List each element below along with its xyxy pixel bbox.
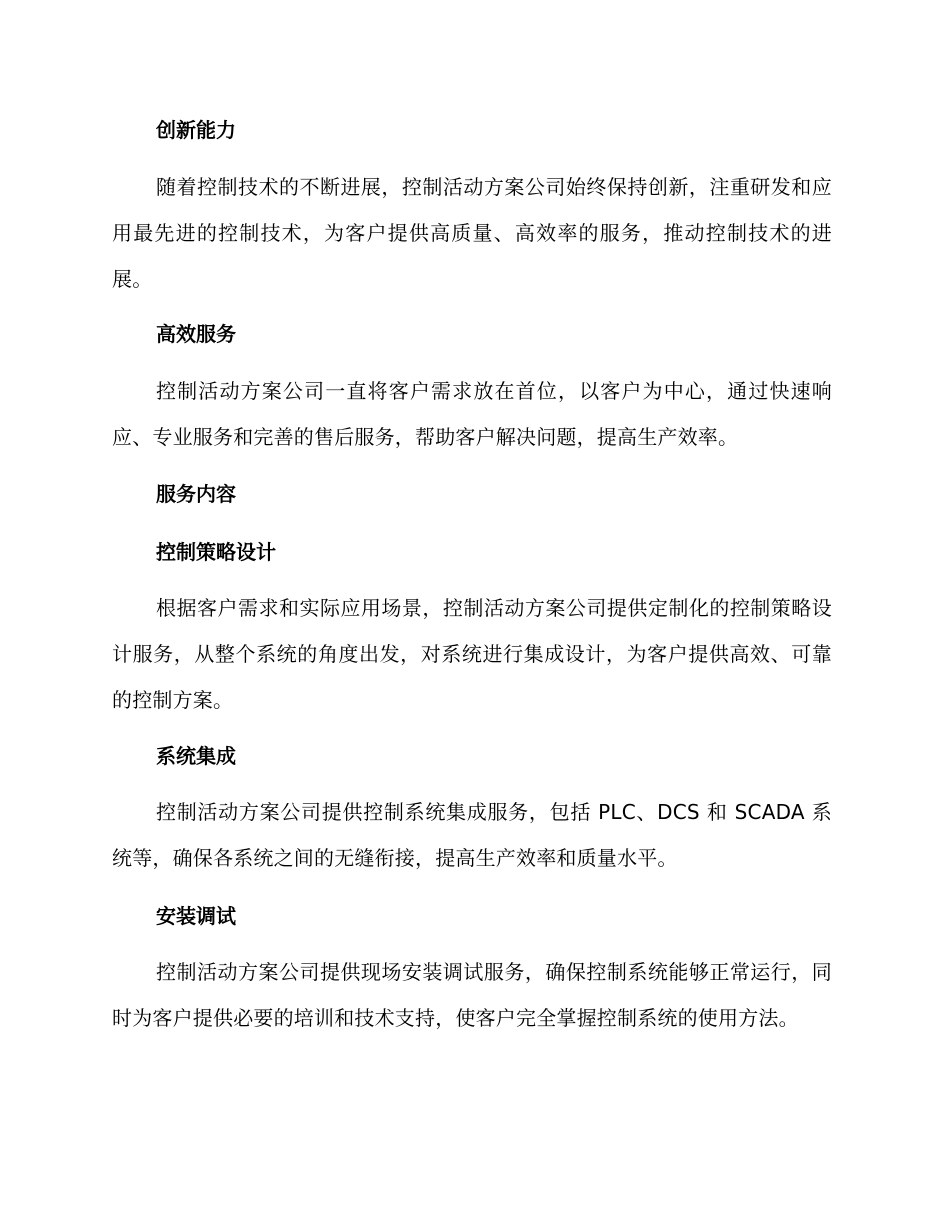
section-paragraph-installation: 控制活动方案公司提供现场安装调试服务，确保控制系统能够正常运行，同时为客户提供必要的培训和技术支持，使客户完全掌握控制系统的使用方法。: [112, 960, 832, 1030]
section-paragraph-control-strategy: 根据客户需求和实际应用场景，控制活动方案公司提供定制化的控制策略设计服务，从整个系统的角度出发，对系统进行集成设计，为客户提供高效、可靠的控制方案。: [112, 596, 832, 712]
section-heading-innovation: 创新能力: [156, 118, 236, 142]
section-heading-system-integration: 系统集成: [156, 744, 236, 768]
section-heading-installation: 安装调试: [156, 904, 236, 928]
section-paragraph-innovation: 随着控制技术的不断进展，控制活动方案公司始终保持创新，注重研发和应用最先进的控制技术，为客户提供高质量、高效率的服务，推动控制技术的进展。: [112, 175, 832, 291]
section-heading-control-strategy: 控制策略设计: [156, 540, 276, 564]
section-paragraph-efficient-service: 控制活动方案公司一直将客户需求放在首位，以客户为中心，通过快速响应、专业服务和完善的售后服务，帮助客户解决问题，提高生产效率。: [112, 379, 832, 449]
section-heading-service-content: 服务内容: [156, 482, 236, 506]
section-paragraph-system-integration: 控制活动方案公司提供控制系统集成服务，包括 PLC、DCS 和 SCADA 系统等，确保各系统之间的无缝衔接，提高生产效率和质量水平。: [112, 800, 832, 870]
section-heading-efficient-service: 高效服务: [156, 322, 236, 346]
